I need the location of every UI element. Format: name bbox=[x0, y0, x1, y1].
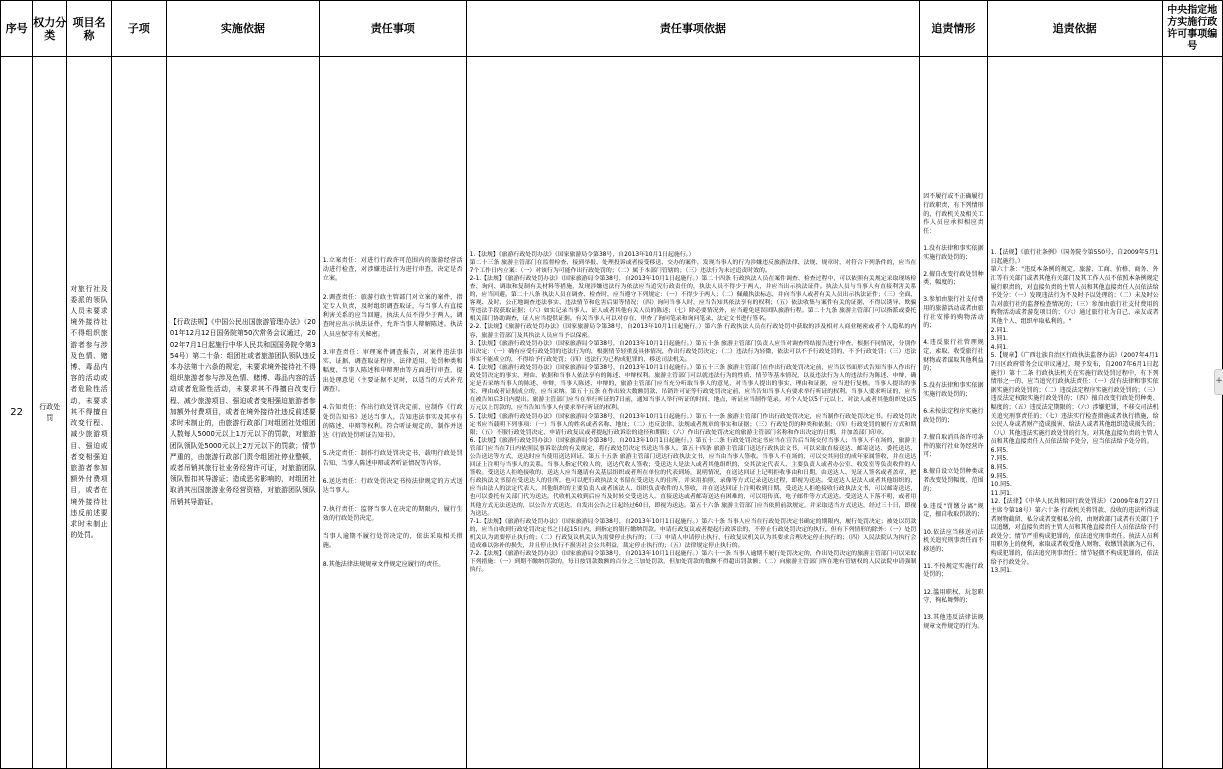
header-basis: 实施依据 bbox=[166, 1, 319, 57]
header-responsibility-basis: 责任事项依据 bbox=[466, 1, 920, 57]
cell-item-name bbox=[67, 57, 111, 769]
header-accountability-basis: 追责依据 bbox=[987, 1, 1162, 57]
sub-item-value bbox=[112, 411, 166, 415]
header-responsibility: 责任事项 bbox=[319, 1, 466, 57]
cell-responsibility-basis bbox=[466, 57, 920, 769]
cell-sub-item bbox=[111, 57, 166, 769]
cell-accountability bbox=[920, 57, 987, 769]
header-seq: 序号 bbox=[1, 1, 33, 57]
responsibility-basis-value: 1.【法规】《旅游行政处罚办法》（国家旅游局令第38号，自2013年10月1日起施行。） 第二十三条 旅游主管部门在监督检查、接到举报、处理投诉或者接受移送、交办的案件，发现当事人的行为涉嫌违反旅游法律、法规、规章时，对符合下列条件的，应当在7个工作日内立案：（一）对该行为可能作出行政处罚的；（二）属于本部门管辖的；（三）违法行为未过追责时效的。 2-1.【法规】《旅游行政处罚办法》（国家旅游局令第38号，自2013年10月1日起施行。）第二十四条 行政执法人员在案件调查、检查过程中，可以依照有关规定采取现场检查、询问、调取和复制有关材料等措施，发现涉嫌违法行为依法应当追究行政责任的，执法人员不得少于两人，并应当出示执法证件。执法人员与当事人有直接利害关系的，应当回避。第二十八条 执法人员在调查、检查时，应当遵守下列规定：（一）不得少于两人；（二）佩戴执法标志，并向当事人或者有关人员出示执法证件；（三）全面、客观、及时、公正地调查违法事实、违法情节和危害后果等情况；（四）询问当事人时，应当告知其依法享有的权利；（五）依法收集与案件有关的证据，不得以诱导、欺骗等违法手段获取证据；（六）如实记录当事人、证人或者其他有关人员的陈述；（七）除必要情况外，应当避免延误团队旅游行程。第二十九条 旅游主管部门可以指派或委托相关部门协助调查，证人应当提供证据。有关当事人可以对存在、审查了询问笔录和询问笔录、法定文书进行签名。 2-2.【法规】《旅游行政处罚办法》（国家旅游局令第38号，自2013年10月1日起施行。）第六条 行政执法人员在行政处罚中获取的涉及相对人商业秘密或者个人隐私的内容，旅游主管部门及其执法人员应当予以保密。 3.【法规】《旅游行政处罚办法》（国家旅游局令第38号，自2013年10月1日起施行。）第五十条 旅游主管部门负责人应当对调查终结报告进行审查，根据不同情况，分别作出决定：（一）确有应受行政处罚的违法行为的，根据情节轻重及具体情况，作出行政处罚决定；（二）违法行为轻微，依法可以不予行政处罚的，不予行政处罚；（三）违法事实不能成立的，不得给予行政处罚；（四）违法行为已构成犯罪的，移送司法机关。 4.【法规】《旅游行政处罚办法》（国家旅游局令第38号，自2013年10月1日起施行。）第五十三条 旅游主管部门在作出行政处罚决定前，应当以书面形式告知当事人作出行政处罚决定的事实、理由、依据和当事人依法享有的陈述、申辩权利。旅游主管部门可以就违法行为的性质、情节等基本情况，以及违法行为人的违法行为陈述、申辩，确定是否采纳当事人的陈述、申辩，当事人陈述、申辩的，旅游主管部门应当充分听取当事人的意见，对当事人提出的事实、理由和证据，应当进行复核。当事人提出的事实、理由或者证据成立的，应当采纳。第五十五条 在作出较大数额罚款、吊销许可证等行政处罚决定前，应当告知当事人有要求举行听证的权利。当事人要求听证的，应当在被告知后3日内提出。旅游主管部门应当在举行听证的7日前，通知当事人举行听证的时间、地点，听证应当制作笔录。对个人处以5千元以上、对法人或者其他组织处以5万元以上罚款的，应当告知当事人有要求举行听证的权利。 5.【法规】《旅游行政处罚办法》（国家旅游局令第38号，自2013年10月1日起施行。）第五十一条 旅游主管部门作出行政处罚决定，应当制作行政处罚决定书。行政处罚决定书应当载明下列事项：（一）当事人的姓名或者名称、地址；（二）违反法律、法规或者规章的事实和证据；（三）行政处罚的种类和依据；（四）行政处罚的履行方式和期限；（五）不服行政处罚决定，申请行政复议或者提起行政诉讼的途径和期限；（六）作出行政处罚决定的旅游主管部门名称和作出决定的日期，并加盖部门印章。 6.【法规】《旅游行政处罚办法》（国家旅游局令第38号，自2013年10月1日起施行。）第五十二条 行政处罚决定书应当在宣告后当场交付当事人；当事人不在场的，旅游主管部门应当在7日内依照民事诉讼法的有关规定，将行政处罚决定书送达当事人。第五十四条 旅游主管部门送达行政执法文书，可以采取直接送达、邮寄送达、委托送达、公告送达等方式，送达时应当使用送达回证。第五十五条 旅游主管部门送达行政执法文书，应当由当事人签收。当事人不在场的，可以交其同住的成年家属签收，并在送达回证上注明与当事人的关系。当事人指定代收人的，送达代收人签收；受送达人是法人或者其他组织的，交其法定代表人、主要负责人或者办公室、收发室等负责收件的人签收。受送达人拒绝接收的，送达人应当邀请有关基层组织或者所在单位的代表到场，说明情况，在送达回证上记明拒收事由和日期，由送达人、见证人签名或者盖章，把行政执法文书留在受送达人的住所，也可以把行政执法文书留在受送达人的住所，并采用拍照、录像等方式记录送达过程，即视为送达。受送达人是法人或者其他组织的，应当由法人的法定代表人、其他组织的主要负责人或者该法人、组织负责收件的人签收，并在送达回证上注明收到日期。受送达人拒绝接收行政执法文书，可以邮寄送达，也可以委托有关部门代为送达。代收机关收到后应当及时转交受送达人。直接送达或者邮寄送达有困难的，可以用传真、电子邮件等方式送达。受送达人下落不明，或者用其他方式无法送达的，以公告方式送达，自发出公告之日起经过60日，即视为送达。第五十六条 旅游主管部门应当依照前款规定，并采取适当方式送达，经过三十日，即视为送达。 7-1.【法规】《旅游行政处罚办法》（国家旅游局令第38号，自2013年10月1日起施行。）第六十条 当事人应当在行政处罚决定书确定的期限内，履行处罚决定；被处以罚款的，应当自收到行政处罚决定书之日起15日内，到指定的银行缴纳罚款。申请行政复议或者提起行政诉讼的，不停止行政处罚决定的执行，但有下列情形的除外：（一）处罚机关认为需要停止执行的；（二）行政复议机关认为需要停止执行的；（三）申请人申请停止执行，行政复议机关认为其要求合理决定停止执行的；（四）人民法院认为执行会造成难以弥补的损失，并且停止执行不损害社会公共利益，裁定停止执行的；（五）法律规定停止执行的。 7-2.【法规】《旅游行政处罚办法》（国家旅游局令第38号，自2013年10月1日起施行。）第六十一条 当事人逾期不履行处罚决定的，作出处罚决定的旅游主管部门可以采取下列措施：（一）到期不缴纳罚款的，每日按罚款数额的百分之三加处罚款，但加处罚款的数额不得超出罚款额；（二）向旅游主管部门所在地有管辖权的人民法院申请强制执行。 bbox=[469, 251, 917, 574]
basis-value: 【行政法规】《中国公民出国旅游管理办法》（2001年12月12日国务院第50次常务会议通过，2002年7月1日起施行中华人民共和国国务院令第354号）第二十条：组团社或者旅游团队领队违反本办法第十六条的规定，未要求境外接待社不得组织旅游者参与涉及色情、赌博、毒品内容的活动或者危险性活动，未要求其不得擅自改变行程、减少旅游项目、强迫或者变相强迫旅游者参加额外付费项目，或者在境外接待社违反前述要求时未制止的，由旅游行政部门对组团社处组团人数每人5000元以上1万元以下的罚款，对旅游团队领队处5000元以上2万元以下的罚款；情节严重的，由旅游行政部门责令组团社停业整顿，或者吊销其旅行社业务经营许可证，对旅游团队领队暂扣其导游证；造成恶劣影响的，对组团社取消其出国旅游业务经营资格，对旅游团队领队吊销其导游证。 bbox=[169, 318, 316, 506]
cell-central-code bbox=[1162, 57, 1222, 769]
item-name-value: 对旅行社及委派的领队人员未要求境外接待社不得组织旅游者参与涉及色情、赌博、毒品内容的活动或者危险性活动，未要求其不得擅自改变行程、减少旅游项目、强迫或者变相强迫旅游者参加额外付费项目，或者在境外接待社违反前述要求时未制止的处罚。 bbox=[70, 284, 108, 540]
category-value: 行政处罚 bbox=[39, 402, 61, 422]
table-row bbox=[1, 57, 1223, 769]
header-item-name: 项目名称 bbox=[67, 1, 111, 57]
central-code-value bbox=[1163, 411, 1222, 415]
responsibility-value: 1.立案责任：对进行行政许可范围内的旅游经营活动进行检查，对涉嫌违法行为进行审查，决定是否立案。 2.调查责任：旅游行政主管部门对立案的案件，指定专人负责，及时组织调查取证，与当事人有直接利害关系的应当回避。执法人员不得少于两人，调查时应出示执法证件，允许当事人辩解陈述。执法人员应保守有关秘密。 3.审查责任：审理案件调查报告，对案件违法事实、证据、调查取证程序、法律适用、处罚种类和幅度、当事人陈述和申辩理由等方面进行审查，提出处理意见（主要证据不足时，以适当的方式补充调查）。 4.告知责任：作出行政处罚决定前，应制作《行政处罚告知书》送达当事人，告知违法事实及其享有的陈述、申辩等权利。符合听证规定的，制作并送达《行政处罚听证告知书》。 5.决定责任：制作行政处罚决定书，载明行政处罚告知、当事人陈述申辩或者听证情况等内容。 6.送达责任：行政处罚决定书按法律规定的方式送达当事人。 7.执行责任：监督当事人在决定的期限内，履行生效的行政处罚决定。 当事人逾期不履行处罚决定的，依法采取相关措施。 8.其他法律法规规章文件规定应履行的责任。 bbox=[322, 257, 463, 568]
header-accountability: 追责情形 bbox=[920, 1, 987, 57]
cell-seq bbox=[1, 57, 33, 769]
cell-basis bbox=[166, 57, 319, 769]
cell-responsibility bbox=[319, 57, 466, 769]
seq-value: 22 bbox=[10, 406, 23, 418]
accountability-value: 因不履行或不正确履行行政职责，有下列情形的，行政机关及相关工作人员应承担相应责任： 1.没有法律和事实依据实施行政处罚的； 2.擅自改变行政处罚种类、幅度的； 3.参加由旅行社支付费用的旅游活动或者由旅行社安排的购物活动的； 4.违反旅行社管理规定，索取、收受旅行社财物或者谋取其他利益的； 5.没有法律和事实依据实施行政处罚的； 6.未按法定程序实施行政处罚的； 7.擅自取消具备许可条件的旅行社业务经营许可； 8.擅自设立处罚种类或者改变处罚幅度、范围的； 9.违反"罚缴分离"规定，擅自收取罚款的； 10.依法应当移送司法机关追究刑事责任而不移送的； 11.不按规定实施行政处罚的； 12.滥用职权、玩忽职守、徇私舞弊的； 13.其他违反法律法规规章文件规定的行为。 bbox=[923, 193, 984, 631]
header-central-code: 中央指定地方实施行政许可事项编号 bbox=[1162, 1, 1222, 57]
plus-icon[interactable]: + bbox=[1214, 369, 1223, 395]
header-sub-item: 子项 bbox=[111, 1, 166, 57]
accountability-basis-value: 1.【法规】《旅行社条例》（国务院令第550号，自2009年5月1日起施行。） 第六十条："违反本条例的规定，旅游、工商、价格、商务、外汇等有关部门或者其他有关部门及其工作人员不依照本条例规定履行职责的，对直接负责的主管人员和其他直接责任人员依法给予处分：（一）发现违法行为不及时予以处理的；（二）未及时公告对旅行社的监督检查情况的；（三）参加由旅行社支付费用的购物活动或者游览项目的；（六）通过旅行社为自己、亲友或者其他个人、组织牟取私利的。" 2.同1. 3.同1. 4.同1. 5.【规章】《广西壮族自治区行政执法监督办法》（2007年4月17日区政府常务会议审议通过，现予发布，自2007年6月1日起施行）第十二条 行政执法机关在实施行政处罚过程中，有下列情形之一的，应当追究行政执法责任：（一）没有法律和事实依据实施行政处罚的；（二）违反法定程序实施行政处罚的；（三）违反法定权限实施行政处罚的；（四）擅自改变行政处罚种类、幅度的；（五）违反法定期限的；（六）涉嫌犯罪，不移交司法机关追究刑事责任的；（七）违法实行检查措施或者执行措施，给公民人身或者财产造成损害、给法人或者其他组织造成损失的；（八）其他违法实施行政处罚的行为。对其他直接负责的主管人员和其他直接责任人员依法给予处分，应当依法给予处分的。 6.同5. 7.同5. 8.同5. 9.同5. 10.同5. 11.同1. 12.【法律】《中华人民共和国行政处罚法》（2009年8月27日主席令第18号）第六十条 行政机关将罚款、没收的违法所得或者财物截留、私分或者变相私分的，由财政部门或者有关部门予以追缴，对直接负责的主管人员和其他直接责任人员依法给予行政处分；情节严重构成犯罪的，依法追究刑事责任。执法人员利用职务上的便利，索取或者收受他人财物、收缴罚款据为己有，构成犯罪的，依法追究刑事责任；情节轻微不构成犯罪的，依法给予行政处分。 13.同1. bbox=[990, 249, 1159, 575]
cell-category bbox=[33, 57, 67, 769]
header-row bbox=[1, 1, 1223, 57]
header-category: 权力分类 bbox=[33, 1, 67, 57]
cell-accountability-basis bbox=[987, 57, 1162, 769]
